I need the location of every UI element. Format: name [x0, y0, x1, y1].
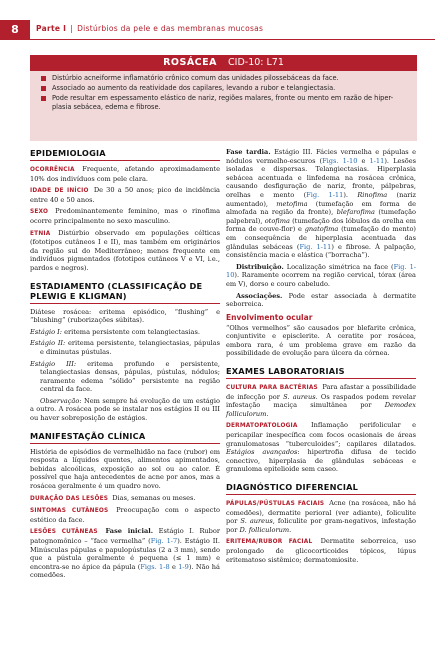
epi-ethnicity: ETNIA Distúrbio observado em populações célticas (fototipos cutâneos I e II), mas também em originários da região sul do Mediterrâneo; menos frequente em indivíduos pigmentados (fototipos cutâneos V e VI, i.e., pardos e negros).: [30, 228, 220, 272]
title-bar: [30, 55, 417, 71]
lab-culture: CULTURA PARA BACTÉRIAS Para afastar a possibilidade de infecção por S. aureus. Os raspados podem revelar infestação maciça simultânea por Demodex folliculorum.: [226, 383, 416, 418]
associations: Associações. Pode estar associada à dermatite seborreica.: [226, 291, 416, 309]
icd-code: CID-10: L71: [228, 57, 284, 68]
figure-reference-link[interactable]: Fig. 1-7: [150, 537, 178, 545]
distribution: Distribuição. Localização simétrica na face (Fig. 1-10). Raramente ocorrem na região cervical, tórax (área em V), dorso e couro cabeludo.: [226, 262, 416, 288]
clinical-lesions: LESÕES CUTÂNEAS Fase inicial. Estágio I. Rubor patognomônico – “face vermelha” (Fig. 1-7). Estágio II. Minúsculas pápulas e papulopústulas (2 a 3 mm), sendo que a pústula geralmente é pequena (≤ 1 mm) e encontra-se no ápice da pápula (Figs. 1-8 e 1-9). Não há comedões.: [30, 527, 221, 580]
figure-reference-link[interactable]: Fig. 1-11: [299, 242, 332, 251]
epi-age: IDADE DE INÍCIO De 30 a 50 anos; pico de incidência entre 40 e 50 anos.: [30, 186, 220, 204]
stage-intro: Diátese rosácea: eritema episódico, “flushing” e “blushing” (ruborizações súbitas).: [30, 307, 220, 325]
figure-reference-link[interactable]: 1-11: [369, 156, 385, 165]
figure-reference-link[interactable]: Fig. 1-11: [306, 190, 344, 199]
bullet-square-icon: [41, 96, 46, 101]
summary-item: Distúrbio acneiforme inflamatório crônico comum das unidades pilossebáceas da face.: [40, 74, 409, 84]
page-number: 8: [0, 20, 30, 40]
late-phase: Fase tardia. Estágio III. Fácies vermelha e pápulas e nódulos vermelho-escuros (Figs. 1-10 e 1-11). Lesões isoladas e dispersas. Telangiectasias. Hiperplasia sebácea acentuada e linfedema na rosácea crônica, causando desfiguração de nariz, fronte, pálpebras, orelhas e mento (Fig. 1-11). Rinofima (nariz aumentado), metofima (tumefação em forma de almofada na região da fronte), blefarofima (tumefação palpebral), otofima (tumefação dos lóbulos da orelha em forma de couve-flor) e gnatofima (tumefação do mento) em consequência de hiperplasia acentuada das glândulas sebáceas (Fig. 1-11) e fibrose. À palpação, consistência macia e elástica (“borracha”).: [226, 148, 417, 260]
bullet-square-icon: [41, 86, 46, 91]
epi-sex: SEXO Predominantemente feminino, mas o rinofima ocorre principalmente no sexo masculino.: [30, 207, 220, 225]
figure-reference-link[interactable]: 1-9: [178, 562, 189, 571]
diff-erythema: ERITEMA/RUBOR FACIAL Dermatite seborreica, uso prolongado de glicocorticoides tópicos, lúpus eritematoso sistêmico; dermatomiosite.: [226, 537, 416, 564]
page-title: ROSÁCEA: [163, 57, 217, 68]
summary-item: Associado ao aumento da reatividade dos capilares, levando a rubor e telangiectasia.: [40, 84, 409, 94]
lab-dermatopathology: DERMATOPATOLOGIA Inflamação perifolicular e pericapilar inespecífica com focos ocasionais de áreas granulomatosas “tuberculoides”; capilares dilatados. Estágios avançados: hipertrofia difusa de tecido conectivo, hiperplasia de glândulas sebáceas e granuloma epitelioide sem caseo.: [226, 421, 416, 474]
section-heading-lab: EXAMES LABORATORIAIS: [226, 366, 416, 379]
running-head-part: Parte I: [36, 24, 67, 33]
stage-1: Estágio I: eritema persistente com telangiectasias.: [30, 327, 200, 336]
section-heading-epidemiology: EPIDEMIOLOGIA: [30, 148, 220, 161]
diff-papules: PÁPULAS/PÚSTULAS FACIAIS Acne (na rosácea, não há comedões), dermatite perioral (ver adiante), foliculite por S. aureus, foliculite por gram-negativos, infestação por D. folliculorum.: [226, 499, 417, 534]
figure-reference-link[interactable]: Figs. 1-8: [140, 562, 170, 571]
clinical-duration: DURAÇÃO DAS LESÕES Dias, semanas ou meses.: [30, 493, 196, 502]
figure-reference-link[interactable]: Figs. 1-10: [322, 156, 358, 165]
stage-2: Estágio II: eritema persistente, telangiectasias, pápulas e diminutas pústulas.: [30, 339, 220, 356]
clinical-history: História de episódios de vermelhidão na face (rubor) em resposta a líquidos quentes, alimentos apimentados, bebidas alcoólicas, exposição ao sol ou ao calor. É possível que haja antecedentes de acne por anos, mas a rosácea geralmente é um quadro novo.: [30, 447, 220, 491]
left-column: [30, 148, 220, 583]
section-heading-differential: DIAGNÓSTICO DIFERENCIAL: [226, 482, 416, 495]
right-column: [226, 148, 416, 567]
bullet-square-icon: [41, 76, 46, 81]
stage-observation: Observação: Nem sempre há evolução de um estágio a outro. A rosácea pode se instalar nos estágios II ou III ou haver sobreposição de estágios.: [30, 396, 220, 423]
ocular-text: “Olhos vermelhos” são causados por blefarite crônica, conjuntivite e episclerite. A ceratite por rosácea, embora rara, é um problema grave em razão da possibilidade de evolução para úlcera da córnea.: [226, 323, 416, 358]
page-header: [0, 0, 447, 48]
stage-3: Estágio III: eritema profundo e persistente, telangiectasias densas, pápulas, pústulas, nódulos; raramente edema “sólido” persistente na região central da face.: [30, 359, 220, 394]
running-head: [36, 24, 263, 33]
subheading-ocular: Envolvimento ocular: [226, 312, 313, 322]
running-head-section: Distúrbios da pele e das membranas mucosas: [77, 24, 264, 33]
section-heading-clinical: MANIFESTAÇÃO CLÍNICA: [30, 431, 220, 444]
clinical-symptoms: SINTOMAS CUTÂNEOS Preocupação com o aspecto estético da face.: [30, 506, 220, 524]
summary-box: [30, 71, 417, 141]
figure-reference-link[interactable]: Fig. 1-10: [226, 262, 416, 280]
epi-occurrence: OCORRÊNCIA Frequente, afetando aproximadamente 10% dos indivíduos com pele clara.: [30, 165, 220, 183]
summary-item: Pode resultar em espessamento elástico de nariz, regiões malares, fronte ou mento em razão de hiper-plasia sebácea, edema e fibrose.: [40, 94, 409, 114]
running-head-separator: |: [70, 24, 74, 33]
section-heading-staging: ESTADIAMENTO (CLASSIFICAÇÃO DE PLEWIG E KLIGMAN): [30, 281, 220, 304]
